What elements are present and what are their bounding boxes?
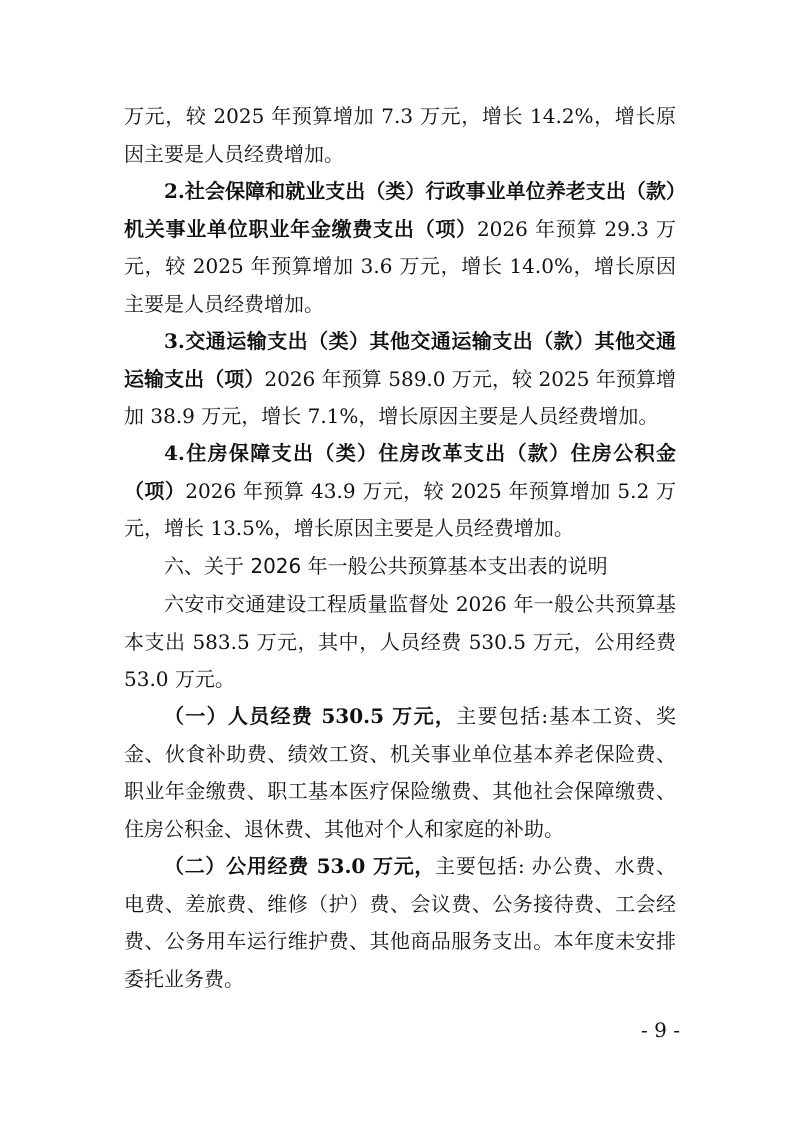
page-number: - 9 - (641, 1018, 680, 1042)
item-2-title: 2.社会保障和就业支出（类）行政事业单位养老支出（款）机关事业单位职业年金缴费支出（项） (124, 179, 676, 241)
paragraph-text: 万元，较 2025 年预算增加 7.3 万元，增长 14.2%，增长原因主要是人员经费增加。 (124, 104, 676, 166)
section-heading: 六、关于 2026 年一般公共预算基本支出表的说明 (164, 554, 608, 578)
item-4-body: 2026 年预算 43.9 万元，较 2025 年预算增加 5.2 万元，增长 13.5%，增长原因主要是人员经费增加。 (124, 478, 677, 540)
personnel-expenses-body: 主要包括:基本工资、奖金、伙食补助费、绩效工资、机关事业单位基本养老保险费、职业年金缴费、职工基本医疗保险缴费、其他社会保障缴费、住房公积金、退休费、其他对个人和家庭的补助。 (124, 704, 676, 841)
paragraph-summary (124, 586, 676, 699)
public-expenses-body: 主要包括: 办公费、水费、电费、差旅费、维修（护）费、会议费、公务接待费、工会经费、公务用车运行维护费、其他商品服务支出。本年度未安排委托业务费。 (124, 854, 676, 991)
paragraph-item-3 (124, 323, 676, 436)
paragraph-continuation (124, 98, 676, 173)
paragraph-item-2 (124, 173, 676, 323)
paragraph-public-expenses (124, 848, 676, 998)
item-3-body: 2026 年预算 589.0 万元，较 2025 年预算增加 38.9 万元，增长 7.1%，增长原因主要是人员经费增加。 (124, 366, 677, 428)
item-2-body: 2026 年预算 29.3 万元，较 2025 年预算增加 3.6 万元，增长 14.0%，增长原因主要是人员经费增加。 (124, 216, 677, 316)
personnel-expenses-title: （一）人员经费 530.5 万元， (164, 704, 457, 728)
item-4-title: 4.住房保障支出（类）住房改革支出（款）住房公积金（项） (124, 441, 676, 503)
summary-text: 六安市交通建设工程质量监督处 2026 年一般公共预算基本支出 583.5 万元，其中，人员经费 530.5 万元，公用经费 53.0 万元。 (124, 592, 676, 691)
paragraph-personnel-expenses (124, 698, 676, 848)
paragraph-item-4 (124, 435, 676, 548)
public-expenses-title: （二）公用经费 53.0 万元， (164, 854, 436, 878)
item-3-title: 3.交通运输支出（类）其他交通运输支出（款）其他交通运输支出（项） (124, 329, 676, 391)
